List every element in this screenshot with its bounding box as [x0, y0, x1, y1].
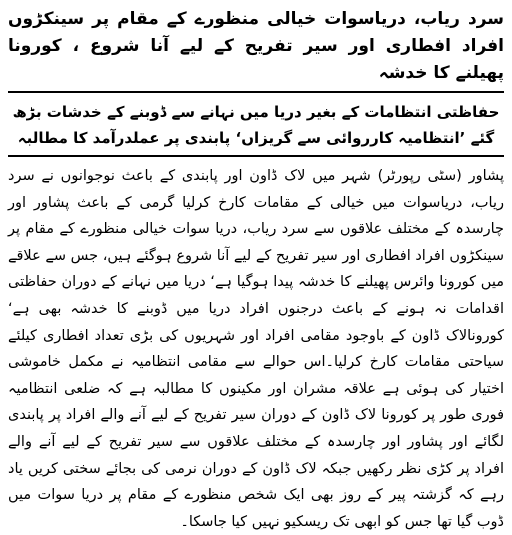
article-headline: سرد ریاب، دریاسوات خیالی منظورے کے مقام پر سینکڑوں افراد افطاری اور سیر تفریح کے لیے آنا شروع ، کورونا پھیلنے کا خدشہ [8, 9, 504, 83]
subheadline-divider [8, 155, 504, 157]
article-body: پشاور (سٹی رپورٹر) شہر میں لاک ڈاون اور پابندی کے باعث نوجوانوں نے سرد ریاب، دریاسوات میں خیالی کے مقامات کارخ کرلیا گرمی کے باعث پشاور اور چارسدہ کے مختلف علاقوں سے سرد ریاب، دریا سوات خیالی منظورے کے مقام پر سینکڑوں افراد افطاری اور سیر تفریح کے لیے آنا شروع ہوگئے ہیں، جس سے علاقے میں کورونا وائرس پھیلنے کا خدشہ پیدا ہوگیا ہے‘ دریا میں نہانے کے دوران حفاظتی اقدامات نہ ہونے کے باعث درجنوں افراد دریا میں ڈوبنے کا خدشہ بھی ہے‘ کورونالاک ڈاون کے باوجود مقامی افراد اور شہریوں کی بڑی تعداد افطاری کیلئے سیاحتی مقامات کارخ کرلیا۔اس حوالے سے مقامی انتظامیہ نے مکمل خاموشی اختیار کی ہوئی ہے علاقہ مشران اور مکینوں کا مطالبہ ہے کہ ضلعی انتظامیہ فوری طور پر کورونا لاک ڈاون کے دوران سیر تفریح کے لیے آنے والے افراد پر پابندی لگائے اور پشاور اور چارسدہ کے مختلف علاقوں سے سیر تفریح کے لیے آنے والے افراد پر کڑی نظر رکھیں جبکہ لاک ڈاون کے دوران نرمی کی بجائے سختی کریں یاد رہے کہ گزشتہ پیر کے روز بھی ایک شخص منظورے کے مقام پر دریا سوات میں ڈوب گیا تھا جس کو ابھی تک ریسکیو نہیں کیا جاسکا۔ [8, 168, 504, 530]
article-subheadline: حفاظتی انتظامات کے بغیر دریا میں نہانے سے ڈوبنے کے خدشات بڑھ گئے ’انتظامیہ کارروائی سے گریزاں‘ پابندی پر عملدرآمد کا مطالبہ [12, 103, 500, 147]
headline-divider [8, 91, 504, 93]
